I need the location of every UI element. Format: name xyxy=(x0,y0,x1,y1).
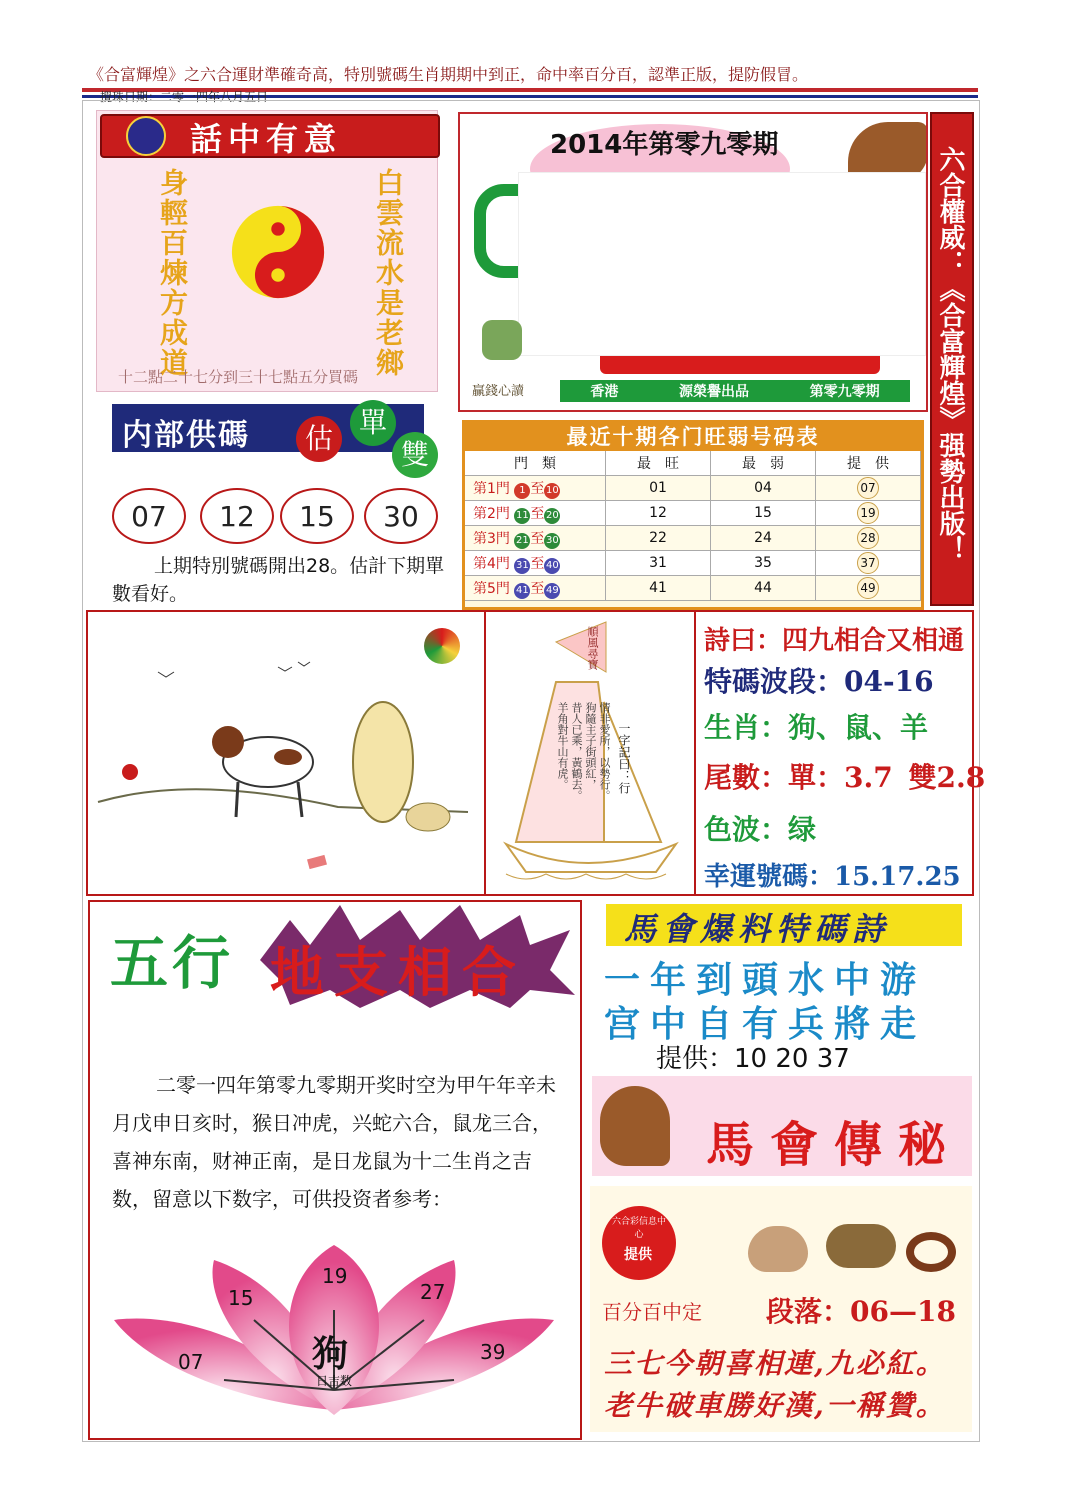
tag-single: 單 xyxy=(350,400,396,446)
stamp-text: 六合彩信息中心 xyxy=(611,1217,666,1240)
illustration-panel xyxy=(86,610,486,896)
draw-date: 攪珠日期：二零一四年八月五日 xyxy=(100,90,269,104)
range-sep: 至 xyxy=(530,480,545,497)
door-label: 第2門 xyxy=(473,505,510,522)
door-cell xyxy=(465,576,606,601)
give-number: 07 xyxy=(857,477,879,499)
strip-item: 香港 xyxy=(590,384,619,400)
wuxing-title-b: 地支相合 xyxy=(270,940,526,1004)
min-cell: 15 xyxy=(711,501,816,526)
tag-guess: 估 xyxy=(296,416,342,462)
censor-block xyxy=(518,172,926,356)
secret-title: 馬會傳秘 xyxy=(706,1117,963,1173)
tail-double: 2.8 xyxy=(936,761,986,794)
lotus-center-sub: 日吉数 xyxy=(316,1374,353,1388)
horse-poem-line2: 宫中自有兵將走 xyxy=(604,1003,927,1045)
table-row xyxy=(465,526,921,551)
lotus-petal-number: 07 xyxy=(178,1350,204,1374)
code-ball: 12 xyxy=(200,488,274,544)
rabbit-icon xyxy=(748,1226,808,1272)
max-cell: 31 xyxy=(606,551,711,576)
table-header-row xyxy=(465,451,921,476)
max-cell: 41 xyxy=(606,576,711,601)
tail-label: 尾數：單： xyxy=(704,761,845,794)
sure-text: 百分百中定 xyxy=(602,1300,702,1324)
range-to: 20 xyxy=(544,508,560,524)
tip-lucky: 幸運號碼：15.17.25 xyxy=(704,862,961,892)
horse-poem-provide: 提供：10 20 37 xyxy=(656,1044,850,1074)
verse-right: 白雲流水是老鄉 xyxy=(372,168,405,378)
give-number: 28 xyxy=(857,527,879,549)
lotus-petal-number: 15 xyxy=(228,1286,254,1310)
range-sep: 至 xyxy=(530,505,545,522)
lotus-petal-number: 19 xyxy=(322,1264,348,1288)
segment-text: 段落：06—18 xyxy=(766,1295,956,1328)
range-to: 10 xyxy=(544,483,560,499)
lotus-petal-number: 39 xyxy=(480,1340,506,1364)
give-cell xyxy=(816,476,921,501)
tag-double: 雙 xyxy=(392,432,438,478)
tip-zodiac: 生肖：狗、鼠、羊 xyxy=(704,711,929,744)
tip-tail xyxy=(704,756,985,796)
min-cell: 44 xyxy=(711,576,816,601)
header-tagline: 《合富輝煌》之六合運財準確奇高，特別號碼生肖期期中到正，命中率百分百，認準正版，提防假冒。 xyxy=(88,65,809,84)
give-number: 49 xyxy=(857,577,879,599)
sail-poem-b: 情非愛所，以勢行。 xyxy=(598,702,611,801)
internal-title: 内部供碼 xyxy=(122,418,250,453)
code-ball: 30 xyxy=(364,488,438,544)
header-cell: 提 供 xyxy=(816,451,921,476)
sail-poem-a: 一字記曰：行 xyxy=(617,722,631,794)
banner-strip xyxy=(560,380,910,402)
dog-rock-illustration xyxy=(88,612,484,894)
snake-icon xyxy=(906,1232,956,1272)
range-sep: 至 xyxy=(530,555,545,572)
secret-line1: 三七今朝喜相連,九必紅。 xyxy=(604,1347,946,1380)
wuxing-title-a: 五行 xyxy=(110,929,235,997)
proverb-title: 話中有意 xyxy=(190,120,343,158)
range-to: 40 xyxy=(544,558,560,574)
money-bag-icon xyxy=(482,320,522,360)
time-note: 十二點二十七分到三十七點五分買碼 xyxy=(118,368,359,386)
give-cell xyxy=(816,526,921,551)
lotus-petal-number: 27 xyxy=(420,1280,446,1304)
sail-panel xyxy=(484,610,696,896)
horse-poem-title: 馬會爆料特碼詩 xyxy=(624,910,891,948)
code-ball: 07 xyxy=(112,488,186,544)
range-from: 21 xyxy=(514,533,530,549)
issue-title: 2014年第零九零期 xyxy=(550,130,779,160)
range-from: 11 xyxy=(514,508,530,524)
min-cell: 24 xyxy=(711,526,816,551)
door-label: 第1門 xyxy=(473,480,510,497)
tail-single: 3.7 xyxy=(844,761,893,794)
horse-poem-line1: 一年到頭水中游 xyxy=(604,959,927,1001)
stamp-center: 提供 xyxy=(624,1247,652,1263)
max-cell: 12 xyxy=(606,501,711,526)
range-to: 30 xyxy=(544,533,560,549)
table-row xyxy=(465,476,921,501)
table-row xyxy=(465,501,921,526)
give-cell xyxy=(816,551,921,576)
sail-flag: 順風尋寶 xyxy=(586,626,599,670)
rainbow-logo-icon xyxy=(424,628,460,664)
banner-small-label: 贏錢心讀 xyxy=(472,384,525,399)
sail-poem-c: 狗隨主子街頭紅， xyxy=(584,702,597,790)
door-label: 第5門 xyxy=(473,580,510,597)
cat-icon xyxy=(826,1224,896,1268)
tail-double-label: 雙 xyxy=(908,761,937,794)
stats-table-title: 最近十期各门旺弱号码表 xyxy=(465,423,921,451)
horse-head-icon xyxy=(600,1086,670,1166)
sail-poem-e: 羊角對牛山有虎。 xyxy=(556,702,569,790)
table-row xyxy=(465,576,921,601)
wuxing-paragraph: 二零一四年第零九零期开奖时空为甲午年辛未月戊申日亥时，猴日冲虎，兴蛇六合，鼠龙三合，喜神东南，财神正南，是日龙鼠为十二生肖之吉数，留意以下数字，可供投资者参考： xyxy=(112,1073,556,1211)
header-cell: 門 類 xyxy=(465,451,606,476)
strip-item: 源榮譽出品 xyxy=(678,384,749,400)
door-cell xyxy=(465,476,606,501)
verse-left: 身輕百煉方成道 xyxy=(156,168,189,378)
max-cell: 22 xyxy=(606,526,711,551)
code-ball: 15 xyxy=(280,488,354,544)
side-slogan: 六合權威：《合富輝煌》强勢出版！ xyxy=(935,146,965,562)
secret-line2: 老牛破車勝好漢,一稱贊。 xyxy=(604,1389,946,1422)
range-from: 1 xyxy=(514,483,530,499)
table-row xyxy=(465,551,921,576)
door-label: 第4門 xyxy=(473,555,510,572)
give-cell xyxy=(816,576,921,601)
max-cell: 01 xyxy=(606,476,711,501)
tip-wave: 特碼波段：04-16 xyxy=(704,665,934,698)
door-cell xyxy=(465,526,606,551)
range-to: 49 xyxy=(544,583,560,599)
strip-item: 第零九零期 xyxy=(809,384,880,400)
give-cell xyxy=(816,501,921,526)
tip-poem: 詩曰：四九相合又相通 xyxy=(704,626,965,656)
sail-poem-d: 昔人已乘，黃鶴去。 xyxy=(570,702,583,801)
header-cell: 最 弱 xyxy=(711,451,816,476)
min-cell: 04 xyxy=(711,476,816,501)
min-cell: 35 xyxy=(711,551,816,576)
door-label: 第3門 xyxy=(473,530,510,547)
internal-note: 上期特別號碼開出28。估計下期單數看好。 xyxy=(112,555,445,605)
range-from: 41 xyxy=(514,583,530,599)
logo-icon xyxy=(126,116,166,156)
stats-table xyxy=(465,451,921,601)
header-cell: 最 旺 xyxy=(606,451,711,476)
give-number: 19 xyxy=(857,502,879,524)
stats-table-box xyxy=(462,420,924,610)
range-sep: 至 xyxy=(530,530,545,547)
give-number: 37 xyxy=(857,552,879,574)
range-from: 31 xyxy=(514,558,530,574)
door-cell xyxy=(465,501,606,526)
range-sep: 至 xyxy=(530,580,545,597)
lotus-center: 狗 xyxy=(312,1333,349,1375)
door-cell xyxy=(465,551,606,576)
tip-color: 色波：绿 xyxy=(704,813,817,846)
yin-yang-icon xyxy=(228,204,328,300)
